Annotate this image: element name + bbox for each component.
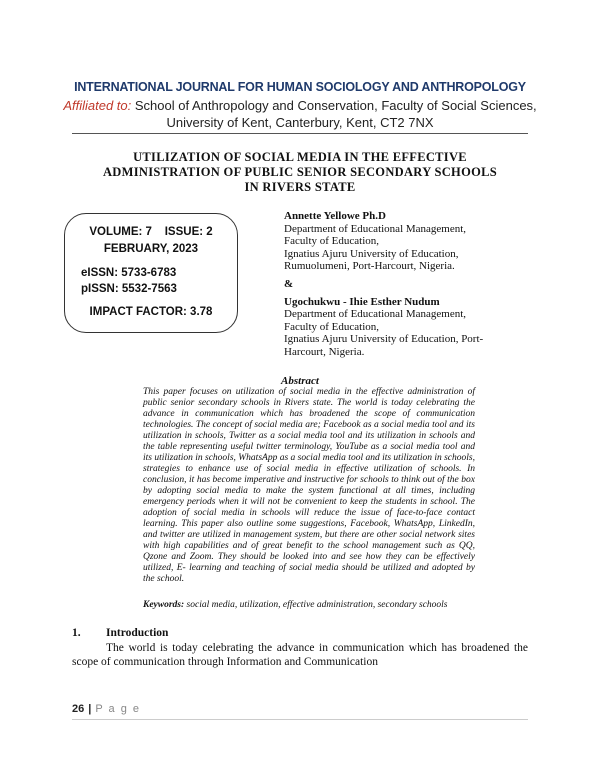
journal-name: INTERNATIONAL JOURNAL FOR HUMAN SOCIOLOGY AND ANTHROPOLOGY (74, 80, 526, 94)
body-paragraph: The world is today celebrating the advance in communication which has broadened the scope of communication through Information and Communication (72, 642, 528, 668)
keywords-label: Keywords: (143, 600, 185, 610)
pissn: pISSN: 5532-7563 (81, 283, 177, 295)
author-name: Ugochukwu - Ihie Esther Nudum (284, 295, 440, 308)
issue-date: FEBRUARY, 2023 (103, 243, 199, 255)
affiliation-text: School of Anthropology and Conservation, Faculty of Social Sciences, University of Kent, Canterbury, Kent, CT2 7NX (134, 98, 537, 130)
title-line: UTILIZATION OF SOCIAL MEDIA IN THE EFFECTIVE (133, 150, 467, 164)
impact-factor: IMPACT FACTOR: 3.78 (89, 306, 213, 318)
author-affil-line: Rumuolumeni, Port-Harcourt, Nigeria. (284, 260, 455, 273)
author-affil-line: Harcourt, Nigeria. (284, 345, 365, 358)
author-separator: & (284, 277, 294, 290)
page-label: P a g e (95, 703, 141, 715)
keywords-text: social media, utilization, effective administration, secondary schools (184, 600, 448, 610)
abstract-heading: Abstract (281, 375, 319, 387)
affiliation-label: Affiliated to: (63, 98, 132, 113)
footer-separator: | (88, 703, 92, 715)
header-rule (72, 133, 528, 134)
section-title: Introduction (106, 627, 169, 639)
eissn: eISSN: 5733-6783 (81, 267, 177, 279)
author-affil-line: Faculty of Education, (284, 235, 380, 248)
author-affil-line: Ignatius Ajuru University of Education, (284, 247, 459, 260)
title-line: IN RIVERS STATE (244, 180, 356, 194)
author-affil-line: Department of Educational Management, (284, 222, 467, 235)
issue-info-box (64, 213, 238, 333)
authors-block (284, 210, 534, 359)
section-heading (72, 627, 168, 639)
author-affil-line: Ignatius Ajuru University of Education, Port- (284, 333, 484, 346)
paper-title (60, 150, 540, 195)
affiliation (60, 97, 540, 131)
page-footer (72, 703, 141, 715)
section-number: 1. (72, 627, 81, 639)
page-number: 26 (72, 703, 85, 715)
keywords (143, 600, 475, 611)
author-affil-line: Department of Educational Management, (284, 308, 467, 321)
author-affil-line: Faculty of Education, (284, 320, 380, 333)
author-name: Annette Yellowe Ph.D (284, 210, 386, 222)
title-line: ADMINISTRATION OF PUBLIC SENIOR SECONDARY SCHOOLS (102, 165, 498, 179)
footer-rule (72, 719, 528, 720)
volume-issue: VOLUME: 7 ISSUE: 2 (89, 226, 213, 238)
abstract-text: This paper focuses on utilization of social media in the effective administration of public senior secondary schools in Rivers state. The world is today celebrating the advance in communication which has broadened the scope of communication technologies. The concept of social media are; Facebook as a social media tool and its utilization in schools, Twitter as a social media tool and its utilization in schools and the table representing useful twitter terminology, YouTube as a social media tool and its utilization in schools, WhatsApp as a social media tool and its utilization in schools, strategies to enhance use of social media in effective utilization of schools. In conclusion, it has become imperative and instructive for schools to think out of the box by adopting social media to make the system functional at all times, including emergency periods when it will not be convenient to keep the students in school. The adoption of social media in schools will reduce the issue of face-to-face contact learning. This paper also outline some suggestions, Facebook, WhatsApp, LinkedIn, and twitter are utilized in management system, but there are other social network sites with high capabilities and of great benefit to the school management such as QQ, Qzone and Zoom. They should be looked into and see how they can be effectively utilized, E- learning and teaching of social media should be utilized and adopted by the school. (143, 387, 475, 584)
